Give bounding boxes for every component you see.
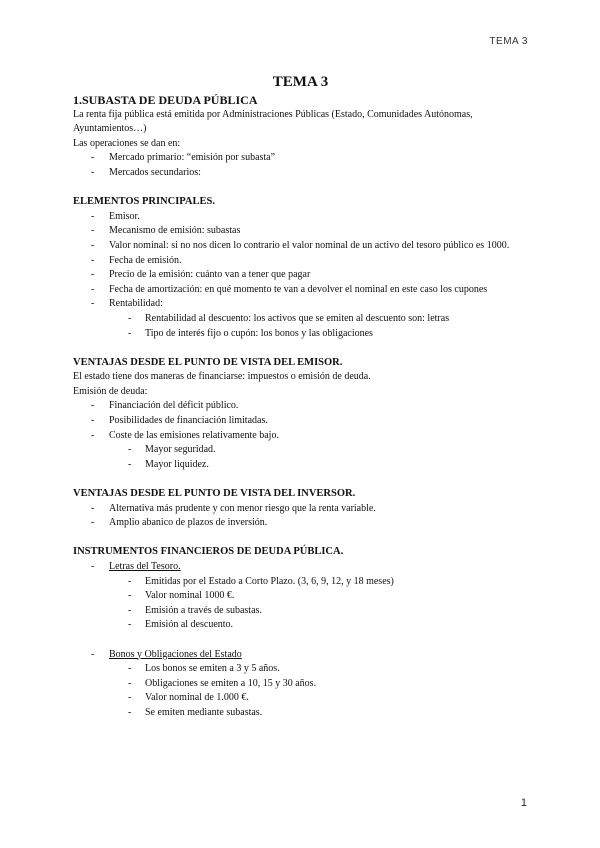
list-item: - Amplio abanico de plazos de inversión. [73,516,528,531]
bullet-list [73,210,528,312]
page-number: 1 [520,797,527,809]
sub-list-item: - Rentabilidad al descuento: los activos que se emiten al descuento son: letras [73,312,528,327]
paragraph: La renta fija pública está emitida por Administraciones Públicas (Estado, Comunidades Autónomas, Ayuntamientos…) [73,108,473,135]
paragraph: Emisión de deuda: [73,385,148,397]
sub-list-item: - Mayor seguridad. [73,443,528,458]
list-item: - Precio de la emisión: cuánto van a tener que pagar [73,268,528,283]
bullet-list [73,502,528,531]
list-item: - Fecha de amortización: en qué momento te van a devolver el nominal en este caso los cupones [73,283,528,298]
sub-bullet-list [73,575,528,633]
list-item: - Coste de las emisiones relativamente bajo. [73,429,528,444]
paragraph: Las operaciones se dan en: [73,137,181,149]
sub-list-item: - Los bonos se emiten a 3 y 5 años. [73,662,528,677]
list-item: - Fecha de emisión. [73,254,528,269]
list-item: - Mercados secundarios: [73,166,528,181]
section-heading-inversor: VENTAJAS DESDE EL PUNTO DE VISTA DEL INVERSOR. [73,488,356,500]
section-heading-elementos: ELEMENTOS PRINCIPALES. [73,196,215,208]
list-item-letras [73,560,528,575]
list-item: - Financiación del déficit público. [73,399,528,414]
sub-list-item: - Mayor liquidez. [73,458,528,473]
list-item: - Emisor. [73,210,528,225]
sub-list-item: - Valor nominal 1000 €. [73,589,528,604]
sub-list-item: - Emitidas por el Estado a Corto Plazo. (3, 6, 9, 12, y 18 meses) [73,575,528,590]
page-title: TEMA 3 [272,74,329,90]
list-item: - Rentabilidad: [73,297,528,312]
sub-list-item: - Obligaciones se emiten a 10, 15 y 30 años. [73,677,528,692]
sub-list-item: - Se emiten mediante subastas. [73,706,528,721]
list-item-label: Letras del Tesoro. [109,561,181,572]
list-item: - Valor nominal: si no nos dicen lo contrario el valor nominal de un activo del tesoro público es 1000. [73,239,528,254]
sub-bullet-list [73,443,528,472]
sub-list-item: - Valor nominal de 1.000 €. [73,691,528,706]
section-heading-subasta: 1.SUBASTA DE DEUDA PÚBLICA [73,93,258,107]
document-body [73,74,528,721]
list-item: - Alternativa más prudente y con menor riesgo que la renta variable. [73,502,528,517]
list-item-bonos [73,648,528,663]
paragraph: El estado tiene dos maneras de financiarse: impuestos o emisión de deuda. [73,371,371,383]
bullet-list [73,648,528,663]
list-item: - Mecanismo de emisión: subastas [73,224,528,239]
list-item-label: Bonos y Obligaciones del Estado [109,648,242,660]
bullet-list [73,399,528,443]
bullet-list [73,560,528,575]
sub-bullet-list [73,312,528,341]
sub-bullet-list [73,662,528,720]
section-heading-emisor: VENTAJAS DESDE EL PUNTO DE VISTA DEL EMISOR. [73,356,343,368]
sub-list-item: - Tipo de interés fijo o cupón: los bonos y las obligaciones [73,327,528,342]
page-header: TEMA 3 [489,36,528,47]
sub-list-item: - Emisión al descuento. [73,618,528,633]
bullet-list [73,151,528,180]
sub-list-item: - Emisión a través de subastas. [73,604,528,619]
section-heading-instrumentos: INSTRUMENTOS FINANCIEROS DE DEUDA PÚBLICA. [73,546,344,558]
list-item: - Mercado primario: “emisión por subasta” [73,151,528,166]
list-item: - Posibilidades de financiación limitadas. [73,414,528,429]
